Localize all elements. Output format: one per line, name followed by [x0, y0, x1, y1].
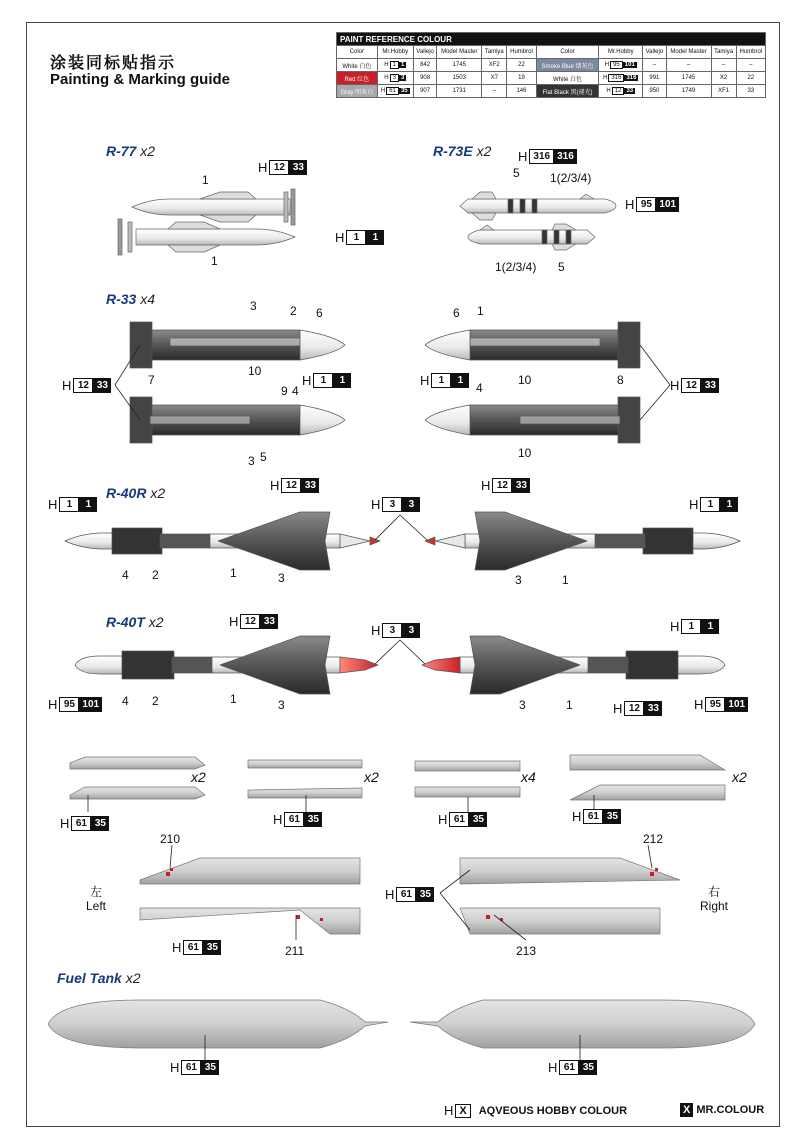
paint-badge — [572, 809, 621, 824]
paint-badge — [172, 940, 221, 955]
paint-prefix: H — [572, 809, 582, 824]
callout: 3 — [519, 698, 526, 712]
paint-prefix: H — [420, 373, 430, 388]
paint-prefix: H — [62, 378, 72, 393]
mr-colour-code: 35 — [203, 940, 221, 955]
paint-table-cell: 991 — [643, 72, 666, 85]
paint-prefix: H — [170, 1060, 180, 1075]
paint-badge — [60, 816, 109, 831]
paint-prefix: H — [694, 697, 704, 712]
paint-prefix: H — [258, 160, 268, 175]
paint-table-cell: – — [482, 85, 507, 98]
paint-prefix: H — [670, 619, 680, 634]
paint-table-cell: XF1 — [711, 85, 736, 98]
aqueous-code: 3 — [382, 623, 402, 638]
r40r-missile-left — [65, 512, 380, 570]
paint-prefix: H — [172, 940, 182, 955]
mr-colour-code: 1 — [333, 373, 351, 388]
paint-table-cell: 1745 — [437, 59, 482, 72]
paint-table-mrhobby-cell: H 1 1 — [377, 59, 413, 72]
aqueous-code: 95 — [705, 697, 725, 712]
mr-colour-code: 35 — [579, 1060, 597, 1075]
paint-badge — [670, 619, 719, 634]
paint-prefix: H — [481, 478, 491, 493]
paint-table-mrhobby-cell: H 61 35 — [377, 85, 413, 98]
callout: 5 — [513, 166, 520, 180]
callout: 7 — [148, 373, 155, 387]
aqueous-code: 1 — [700, 497, 720, 512]
callout: 3 — [248, 454, 255, 468]
paint-table-cell: Red 红色 — [337, 72, 378, 85]
side-left-label: 左 Left — [86, 885, 107, 913]
paint-prefix: H — [438, 812, 448, 827]
aqueous-code: 12 — [281, 478, 301, 493]
callout: 6 — [453, 306, 460, 320]
callout: 6 — [316, 306, 323, 320]
r33-missile-3 — [425, 322, 640, 368]
paint-badge — [670, 378, 719, 393]
callout: 1 — [566, 698, 573, 712]
paint-prefix: H — [270, 478, 280, 493]
paint-table-cell: White 白色 — [536, 72, 599, 85]
aqueous-code: 12 — [73, 378, 93, 393]
paint-badge — [302, 373, 351, 388]
paint-badge — [270, 478, 319, 493]
callout: 5 — [260, 450, 267, 464]
aqueous-code: 1 — [346, 230, 366, 245]
callout: 3 — [250, 299, 257, 313]
paint-table-cell: – — [643, 59, 666, 72]
paint-table-cell: 842 — [413, 59, 436, 72]
paint-prefix: H — [371, 497, 381, 512]
paint-table-cell: 1745 — [666, 72, 711, 85]
paint-table-cell: 33 — [736, 85, 765, 98]
paint-table-cell: Gray 明灰白 — [337, 85, 378, 98]
callout: 3 — [278, 571, 285, 585]
aqueous-code: 1 — [431, 373, 451, 388]
paint-prefix: H — [670, 378, 680, 393]
aqueous-code: 61 — [183, 940, 203, 955]
paint-table-cell: 19 — [507, 72, 536, 85]
paint-prefix: H — [385, 887, 395, 902]
mr-colour-code: 33 — [644, 701, 662, 716]
r40t-missile-right — [422, 636, 725, 694]
mr-colour-code: 33 — [289, 160, 307, 175]
paint-table-cell: X7 — [482, 72, 507, 85]
title-english: Painting & Marking guide — [50, 71, 231, 88]
paint-badge — [48, 697, 102, 712]
aqueous-code: 61 — [284, 812, 304, 827]
section-r77: R-77 x2 — [106, 143, 156, 159]
paint-badge — [229, 614, 278, 629]
mr-colour-code: 101 — [725, 697, 748, 712]
aqueous-code: 12 — [492, 478, 512, 493]
callout: 2 — [152, 694, 159, 708]
r73-missile-bottom — [468, 224, 595, 250]
callout: 8 — [617, 373, 624, 387]
paint-table-column-header: Color — [337, 46, 378, 59]
paint-prefix: H — [48, 697, 58, 712]
callout: 2 — [152, 568, 159, 582]
mr-colour-code: 35 — [469, 812, 487, 827]
paint-table-mrhobby-cell: H 316 316 — [599, 72, 643, 85]
paint-badge — [335, 230, 384, 245]
mr-colour-code: 1 — [79, 497, 97, 512]
aqueous-code: 61 — [396, 887, 416, 902]
callout: 1(2/3/4) — [495, 260, 537, 274]
paint-prefix: H — [613, 701, 623, 716]
paint-table-column-header: Humbrol — [507, 46, 536, 59]
paint-prefix: H — [302, 373, 312, 388]
aqueous-code: 61 — [71, 816, 91, 831]
paint-table-cell: Smoke Blue 烟灰色 — [536, 59, 599, 72]
aqueous-code: 95 — [636, 197, 656, 212]
paint-table-column-header: Vallejo — [643, 46, 666, 59]
paint-table-column-header: Mr.Hobby — [377, 46, 413, 59]
mr-colour-code: 1 — [451, 373, 469, 388]
decal-number: 211 — [285, 944, 305, 958]
mr-colour-code: 1 — [720, 497, 738, 512]
section-fuel-tank: Fuel Tank x2 — [57, 970, 141, 986]
aqueous-code: 3 — [382, 497, 402, 512]
callout: 1 — [477, 304, 484, 318]
mr-colour-code: 35 — [603, 809, 621, 824]
title-chinese: 涂装同标贴指示 — [50, 55, 177, 72]
paint-table-mrhobby-cell: H 95 101 — [599, 59, 643, 72]
r40r-missile-right — [425, 512, 740, 570]
aqueous-code: 12 — [269, 160, 289, 175]
paint-table-mrhobby-cell: H 3 3 — [377, 72, 413, 85]
paint-table-column-header: Mr.Hobby — [599, 46, 643, 59]
r40r-red-leader — [375, 515, 427, 540]
paint-badge — [371, 623, 420, 638]
paint-table-cell: Flat Black 黑(褪光) — [536, 85, 599, 98]
aqueous-code: 1 — [59, 497, 79, 512]
paint-table-column-header: Tamiya — [711, 46, 736, 59]
mr-colour-code: 3 — [402, 623, 420, 638]
callout: 10 — [248, 364, 262, 378]
paint-badge — [48, 497, 97, 512]
callout: 10 — [518, 446, 532, 460]
mr-colour-code: 101 — [79, 697, 102, 712]
fuel-tank-right — [410, 1000, 755, 1048]
paint-table-cell: 950 — [643, 85, 666, 98]
paint-badge — [62, 378, 111, 393]
callout: 10 — [518, 373, 532, 387]
paint-table-cell: 907 — [413, 85, 436, 98]
r40t-missile-left — [75, 636, 378, 694]
aqueous-code: 316 — [529, 149, 554, 164]
paint-table-column-header: Tamiya — [482, 46, 507, 59]
paint-table-cell: 908 — [413, 72, 436, 85]
paint-table-cell: – — [711, 59, 736, 72]
callout: 1(2/3/4) — [550, 171, 592, 185]
paint-table-cell: 22 — [736, 72, 765, 85]
paint-badge — [694, 697, 748, 712]
quantity-label: x4 — [521, 769, 536, 785]
paint-badge — [273, 812, 322, 827]
callout: 9 — [281, 384, 288, 398]
side-right-label: 右 Right — [700, 885, 729, 913]
callout: 1 — [211, 254, 218, 268]
decal-number: 210 — [160, 832, 181, 846]
section-r73e: R-73E x2 — [433, 143, 492, 159]
paint-table-cell: 1731 — [437, 85, 482, 98]
paint-table-cell: White 白色 — [337, 59, 378, 72]
callout: 4 — [292, 384, 299, 398]
section-r33: R-33 x4 — [106, 291, 156, 307]
quantity-label: x2 — [364, 769, 379, 785]
mr-colour-code: 35 — [91, 816, 109, 831]
callout: 1 — [230, 566, 237, 580]
paint-table-column-header: Humbrol — [736, 46, 765, 59]
paint-badge — [518, 149, 577, 164]
paint-badge — [689, 497, 738, 512]
mr-colour-code: 35 — [304, 812, 322, 827]
paint-prefix: H — [625, 197, 635, 212]
paint-badge — [420, 373, 469, 388]
mr-colour-code: 35 — [201, 1060, 219, 1075]
aqueous-code: 12 — [681, 378, 701, 393]
paint-table-cell: XF2 — [482, 59, 507, 72]
decal-number: 212 — [643, 832, 664, 846]
paint-prefix: H — [689, 497, 699, 512]
paint-badge — [385, 887, 434, 902]
legend-mr-colour: X MR.COLOUR — [680, 1103, 764, 1117]
section-r40r: R-40R x2 — [106, 485, 166, 501]
aqueous-code: 1 — [681, 619, 701, 634]
mr-colour-code: 3 — [402, 497, 420, 512]
mr-colour-code: 33 — [512, 478, 530, 493]
callout: 4 — [122, 694, 129, 708]
aqueous-code: 61 — [181, 1060, 201, 1075]
aqueous-code: 61 — [559, 1060, 579, 1075]
callout: 3 — [278, 698, 285, 712]
paint-prefix: H — [518, 149, 528, 164]
decal-number: 213 — [516, 944, 537, 958]
paint-prefix: H — [48, 497, 58, 512]
paint-table-cell: 22 — [507, 59, 536, 72]
aqueous-code: 1 — [313, 373, 333, 388]
aqueous-code: 61 — [583, 809, 603, 824]
aqueous-code: 12 — [240, 614, 260, 629]
paint-table-column-header: Model Master — [666, 46, 711, 59]
mr-colour-code: 33 — [93, 378, 111, 393]
paint-prefix: H — [548, 1060, 558, 1075]
paint-badge — [438, 812, 487, 827]
mr-colour-code: 35 — [416, 887, 434, 902]
paint-prefix: H — [273, 812, 283, 827]
paint-prefix: H — [229, 614, 239, 629]
paint-badge — [258, 160, 307, 175]
paint-table-cell: 1503 — [437, 72, 482, 85]
legend-aqueous: H X AQVEOUS HOBBY COLOUR — [444, 1103, 628, 1118]
mr-colour-code: 1 — [701, 619, 719, 634]
paint-table-cell: 1749 — [666, 85, 711, 98]
paint-table-mrhobby-cell: H 12 33 — [599, 85, 643, 98]
paint-badge — [548, 1060, 597, 1075]
paint-badge — [371, 497, 420, 512]
callout: 3 — [515, 573, 522, 587]
r73-missile-top — [460, 192, 616, 220]
paint-badge — [170, 1060, 219, 1075]
mr-colour-code: 33 — [301, 478, 319, 493]
paint-table-cell: 146 — [507, 85, 536, 98]
callout: 1 — [202, 173, 209, 187]
callout: 5 — [558, 260, 565, 274]
paint-table-column-header: Vallejo — [413, 46, 436, 59]
r33-missile-4 — [425, 397, 640, 443]
callout: 4 — [122, 568, 129, 582]
paint-badge — [613, 701, 662, 716]
paint-table-column-header: Model Master — [437, 46, 482, 59]
paint-prefix: H — [60, 816, 70, 831]
paint-prefix: H — [335, 230, 345, 245]
aqueous-code: 95 — [59, 697, 79, 712]
paint-table-cell: – — [736, 59, 765, 72]
r33-missile-1 — [130, 322, 345, 368]
paint-table-caption: PAINT REFERENCE COLOUR — [337, 33, 766, 46]
mr-colour-code: 33 — [260, 614, 278, 629]
aqueous-code: 12 — [624, 701, 644, 716]
mr-colour-code: 316 — [554, 149, 577, 164]
aqueous-code: 61 — [449, 812, 469, 827]
r77-missile-top — [132, 189, 295, 225]
quantity-label: x2 — [732, 769, 747, 785]
mr-colour-code: 101 — [656, 197, 679, 212]
r40t-red-leader — [375, 640, 425, 664]
paint-table-cell: X2 — [711, 72, 736, 85]
callout: 1 — [230, 692, 237, 706]
mr-colour-code: 1 — [366, 230, 384, 245]
mr-colour-code: 33 — [701, 378, 719, 393]
r33-missile-2 — [130, 397, 345, 443]
quantity-label: x2 — [191, 769, 206, 785]
r77-missile-bottom — [118, 219, 295, 255]
paint-table-cell: – — [666, 59, 711, 72]
paint-table-column-header: Color — [536, 46, 599, 59]
callout: 1 — [562, 573, 569, 587]
fuel-tank-left — [48, 1000, 388, 1048]
paint-badge — [625, 197, 679, 212]
paint-prefix: H — [371, 623, 381, 638]
callout: 2 — [290, 304, 297, 318]
section-r40t: R-40T x2 — [106, 614, 164, 630]
callout: 4 — [476, 381, 483, 395]
paint-badge — [481, 478, 530, 493]
